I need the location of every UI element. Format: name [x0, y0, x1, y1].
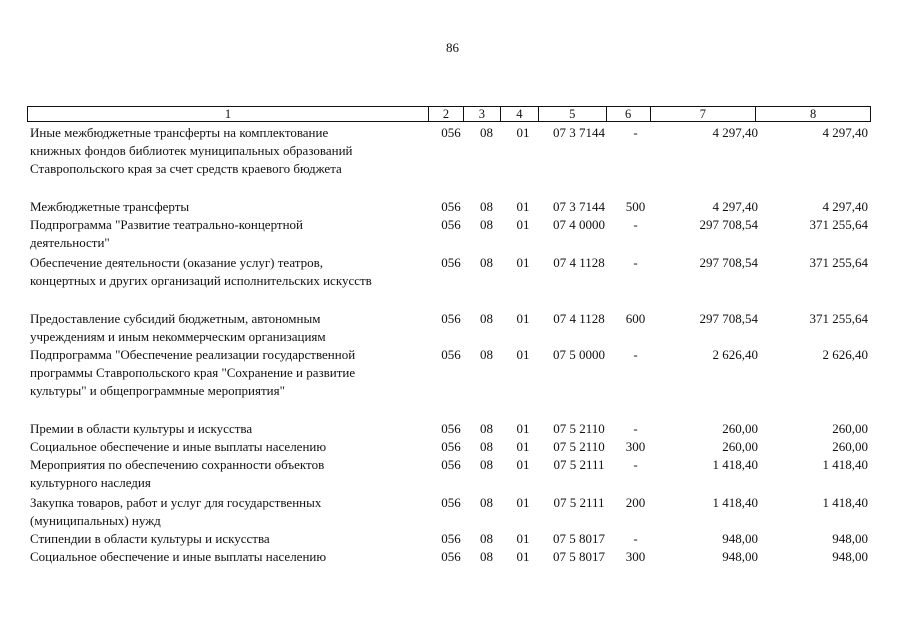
section-code: 08	[480, 217, 493, 232]
amount-year-1: 1 418,40	[712, 457, 758, 472]
description-line: культуры" и общепрограммные мероприятия"	[30, 383, 285, 398]
amount-year-2: 371 255,64	[809, 217, 868, 232]
section-code: 08	[480, 439, 493, 454]
subsection-code: 01	[516, 347, 530, 362]
expense-type-code: -	[633, 457, 638, 472]
section-code: 08	[480, 255, 493, 270]
description-line: (муниципальных) нужд	[30, 513, 161, 528]
ministry-code: 056	[441, 421, 461, 436]
description-line: Стипендии в области культуры и искусства	[30, 531, 270, 546]
row-description	[30, 530, 430, 548]
row-description	[30, 310, 430, 346]
row-description	[30, 548, 430, 566]
description-line: Подпрограмма "Развитие театрально-концертной	[30, 217, 303, 232]
expense-type-code: 500	[625, 199, 646, 214]
header-col-1: 1	[224, 107, 232, 121]
subsection-code: 01	[516, 439, 530, 454]
header-col-8: 8	[755, 107, 870, 121]
row-description	[30, 346, 430, 400]
subsection-code: 01	[516, 311, 530, 326]
target-article-code: 07 4 1128	[553, 311, 605, 326]
expense-type-code: 600	[625, 311, 646, 326]
description-line: книжных фондов библиотек муниципальных образований	[30, 143, 353, 158]
amount-year-1: 297 708,54	[699, 255, 758, 270]
description-line: учреждениям и иным некоммерческим организациям	[30, 329, 326, 344]
target-article-code: 07 5 8017	[553, 531, 605, 546]
target-article-code: 07 5 2110	[553, 421, 605, 436]
subsection-code: 01	[516, 421, 530, 436]
section-code: 08	[480, 347, 493, 362]
description-line: Мероприятия по обеспечению сохранности объектов	[30, 457, 325, 472]
header-col-2: 2	[428, 107, 463, 121]
subsection-code: 01	[516, 199, 530, 214]
section-code: 08	[480, 457, 493, 472]
expense-type-code: 200	[625, 495, 646, 510]
row-description	[30, 216, 430, 252]
target-article-code: 07 3 7144	[553, 199, 605, 214]
page-number: 86	[446, 40, 459, 55]
ministry-code: 056	[441, 439, 461, 454]
target-article-code: 07 5 0000	[553, 347, 605, 362]
amount-year-2: 260,00	[832, 421, 868, 436]
ministry-code: 056	[441, 125, 461, 140]
subsection-code: 01	[516, 255, 530, 270]
section-code: 08	[480, 549, 493, 564]
expense-type-code: 300	[625, 439, 646, 454]
amount-year-2: 371 255,64	[809, 311, 868, 326]
description-line: Подпрограмма "Обеспечение реализации государственной	[30, 347, 356, 362]
ministry-code: 056	[441, 347, 461, 362]
expense-type-code: -	[633, 255, 638, 270]
ministry-code: 056	[441, 495, 461, 510]
amount-year-1: 2 626,40	[712, 347, 758, 362]
target-article-code: 07 4 1128	[553, 255, 605, 270]
description-line: Социальное обеспечение и иные выплаты населению	[30, 439, 327, 454]
description-line: Межбюджетные трансферты	[30, 199, 190, 214]
ministry-code: 056	[441, 457, 461, 472]
amount-year-2: 4 297,40	[822, 199, 868, 214]
description-line: Премии в области культуры и искусства	[30, 421, 253, 436]
description-line: Закупка товаров, работ и услуг для государственных	[30, 495, 322, 510]
description-line: культурного наследия	[30, 475, 151, 490]
target-article-code: 07 5 8017	[553, 549, 605, 564]
amount-year-1: 297 708,54	[699, 311, 758, 326]
description-line: Социальное обеспечение и иные выплаты населению	[30, 549, 327, 564]
expense-type-code: -	[633, 347, 638, 362]
table-header	[27, 106, 871, 122]
target-article-code: 07 5 2110	[553, 439, 605, 454]
ministry-code: 056	[441, 255, 461, 270]
expense-type-code: -	[633, 217, 638, 232]
section-code: 08	[480, 495, 493, 510]
amount-year-2: 948,00	[832, 531, 868, 546]
subsection-code: 01	[516, 549, 530, 564]
ministry-code: 056	[441, 311, 461, 326]
amount-year-2: 260,00	[832, 439, 868, 454]
target-article-code: 07 5 2111	[553, 457, 605, 472]
amount-year-2: 2 626,40	[822, 347, 868, 362]
description-line: Обеспечение деятельности (оказание услуг) театров,	[30, 255, 324, 270]
row-description	[30, 494, 430, 530]
header-col-6: 6	[606, 107, 650, 121]
header-col-4: 4	[500, 107, 538, 121]
section-code: 08	[480, 199, 493, 214]
amount-year-1: 948,00	[722, 531, 758, 546]
ministry-code: 056	[441, 217, 461, 232]
section-code: 08	[480, 421, 493, 436]
amount-year-2: 948,00	[832, 549, 868, 564]
amount-year-1: 948,00	[722, 549, 758, 564]
description-line: концертных и других организаций исполнительских искусств	[30, 273, 372, 288]
amount-year-2: 4 297,40	[822, 125, 868, 140]
subsection-code: 01	[516, 125, 530, 140]
target-article-code: 07 3 7144	[553, 125, 605, 140]
row-description	[30, 438, 430, 456]
description-line: программы Ставропольского края "Сохранение и развитие	[30, 365, 356, 380]
header-col-7: 7	[650, 107, 756, 121]
amount-year-1: 4 297,40	[712, 199, 758, 214]
header-col-3: 3	[463, 107, 500, 121]
ministry-code: 056	[441, 549, 461, 564]
target-article-code: 07 5 2111	[553, 495, 605, 510]
description-line: Иные межбюджетные трансферты на комплектование	[30, 125, 329, 140]
expense-type-code: -	[633, 421, 638, 436]
amount-year-2: 1 418,40	[822, 457, 868, 472]
row-description	[30, 456, 430, 492]
subsection-code: 01	[516, 495, 530, 510]
subsection-code: 01	[516, 217, 530, 232]
section-code: 08	[480, 125, 493, 140]
subsection-code: 01	[516, 457, 530, 472]
target-article-code: 07 4 0000	[553, 217, 605, 232]
description-line: Предоставление субсидий бюджетным, автономным	[30, 311, 321, 326]
amount-year-1: 260,00	[722, 421, 758, 436]
section-code: 08	[480, 311, 493, 326]
amount-year-1: 4 297,40	[712, 125, 758, 140]
row-description	[30, 420, 430, 438]
row-description	[30, 124, 430, 178]
ministry-code: 056	[441, 531, 461, 546]
row-description	[30, 198, 430, 216]
amount-year-1: 260,00	[722, 439, 758, 454]
expense-type-code: -	[633, 125, 638, 140]
description-line: Ставропольского края за счет средств краевого бюджета	[30, 161, 342, 176]
subsection-code: 01	[516, 531, 530, 546]
expense-type-code: 300	[625, 549, 646, 564]
header-col-5: 5	[538, 107, 606, 121]
amount-year-1: 297 708,54	[699, 217, 758, 232]
ministry-code: 056	[441, 199, 461, 214]
description-line: деятельности"	[30, 235, 110, 250]
section-code: 08	[480, 531, 493, 546]
expense-type-code: -	[633, 531, 638, 546]
amount-year-1: 1 418,40	[712, 495, 758, 510]
amount-year-2: 371 255,64	[809, 255, 868, 270]
row-description	[30, 254, 430, 290]
amount-year-2: 1 418,40	[822, 495, 868, 510]
